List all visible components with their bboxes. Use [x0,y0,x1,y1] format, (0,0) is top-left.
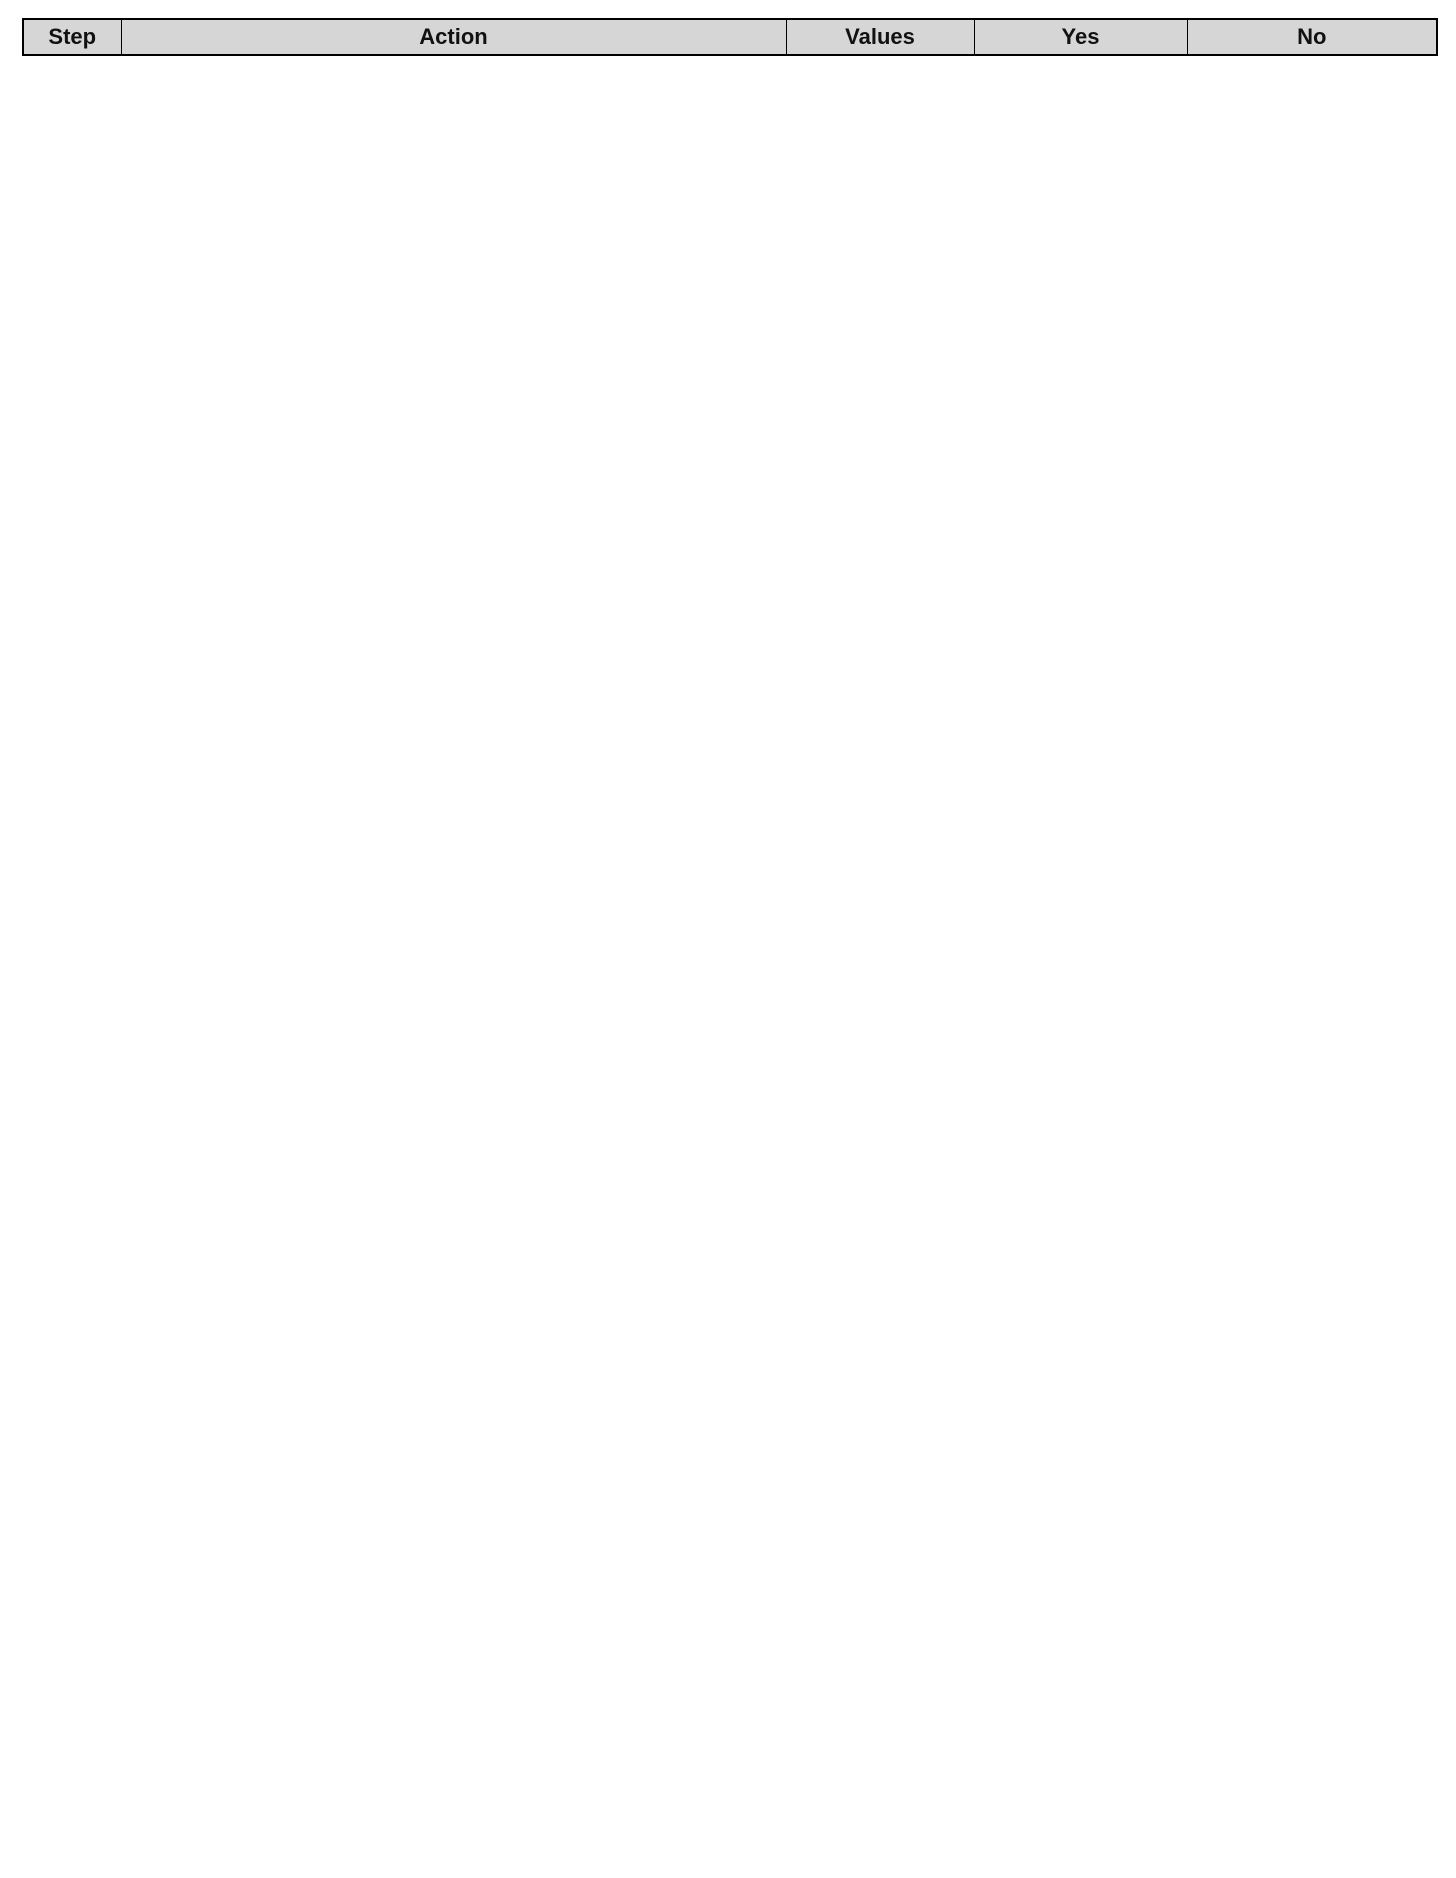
header-row [23,19,1437,55]
header-no: No [1187,19,1437,55]
header-values: Values [786,19,974,55]
header-action: Action [121,19,786,55]
diagnostic-table [22,18,1438,1858]
header-step: Step [23,19,121,55]
header-yes: Yes [974,19,1187,55]
table-body [23,55,1437,1857]
